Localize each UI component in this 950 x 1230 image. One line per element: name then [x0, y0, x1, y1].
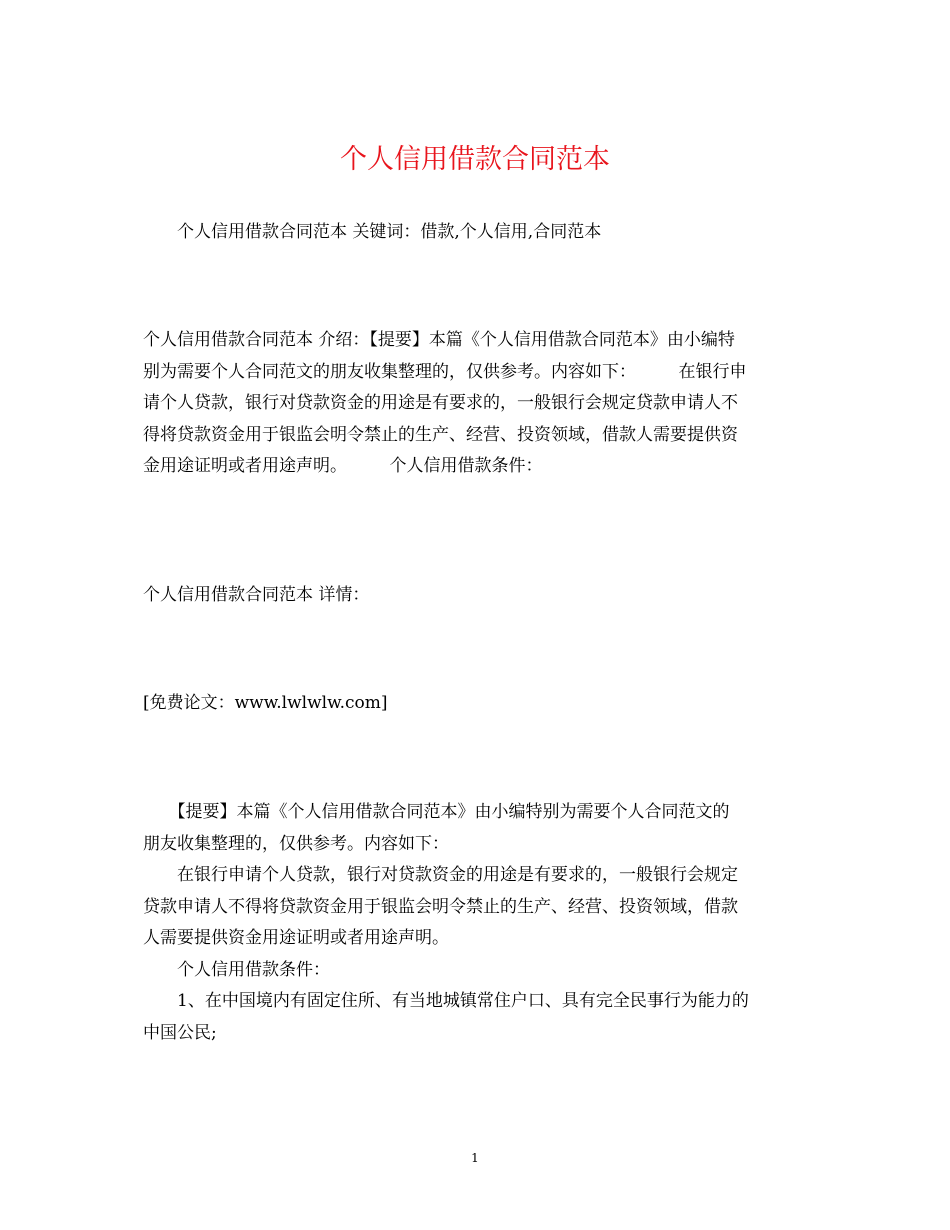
intro-line: 请个人贷款，银行对贷款资金的用途是有要求的，一般银行会规定贷款申请人不	[143, 393, 738, 413]
body-line: 人需要提供资金用途证明或者用途声明。	[143, 928, 449, 948]
body-line: 【提要】本篇《个人信用借款合同范本》由小编特别为需要个人合同范文的	[143, 802, 730, 822]
body-line: 朋友收集整理的，仅供参考。内容如下：	[143, 833, 449, 854]
intro-paragraph	[143, 325, 808, 483]
intro-line: 金用途证明或者用途声明。 个人信用借款条件：	[143, 456, 543, 476]
intro-line: 别为需要个人合同范文的朋友收集整理的，仅供参考。内容如下： 在银行申	[143, 361, 747, 382]
source-link-text: [免费论文：www.lwlwlw.com]	[143, 693, 388, 713]
source-paragraph	[143, 688, 808, 720]
details-heading: 个人信用借款合同范本 详情：	[143, 585, 370, 605]
body-line: 个人信用借款条件：	[143, 959, 330, 980]
page-number: 1	[471, 1151, 479, 1165]
body-line: 在银行申请个人贷款，银行对贷款资金的用途是有要求的，一般银行会规定	[143, 865, 738, 885]
keywords-paragraph	[143, 217, 808, 249]
body-line: 1、在中国境内有固定住所、有当地城镇常住户口、具有完全民事行为能力的	[143, 991, 749, 1011]
details-heading-paragraph	[143, 580, 808, 612]
body-paragraphs	[143, 797, 808, 1049]
keywords-line: 个人信用借款合同范本 关键词：借款,个人信用,合同范本	[143, 222, 602, 242]
document-title: 个人信用借款合同范本	[340, 144, 610, 175]
intro-line: 个人信用借款合同范本 介绍：【提要】本篇《个人信用借款合同范本》由小编特	[143, 330, 735, 350]
body-line: 贷款申请人不得将贷款资金用于银监会明令禁止的生产、经营、投资领域，借款	[143, 896, 738, 917]
body-line: 中国公民;	[143, 1022, 217, 1043]
intro-line: 得将贷款资金用于银监会明令禁止的生产、经营、投资领域，借款人需要提供资	[143, 424, 738, 445]
